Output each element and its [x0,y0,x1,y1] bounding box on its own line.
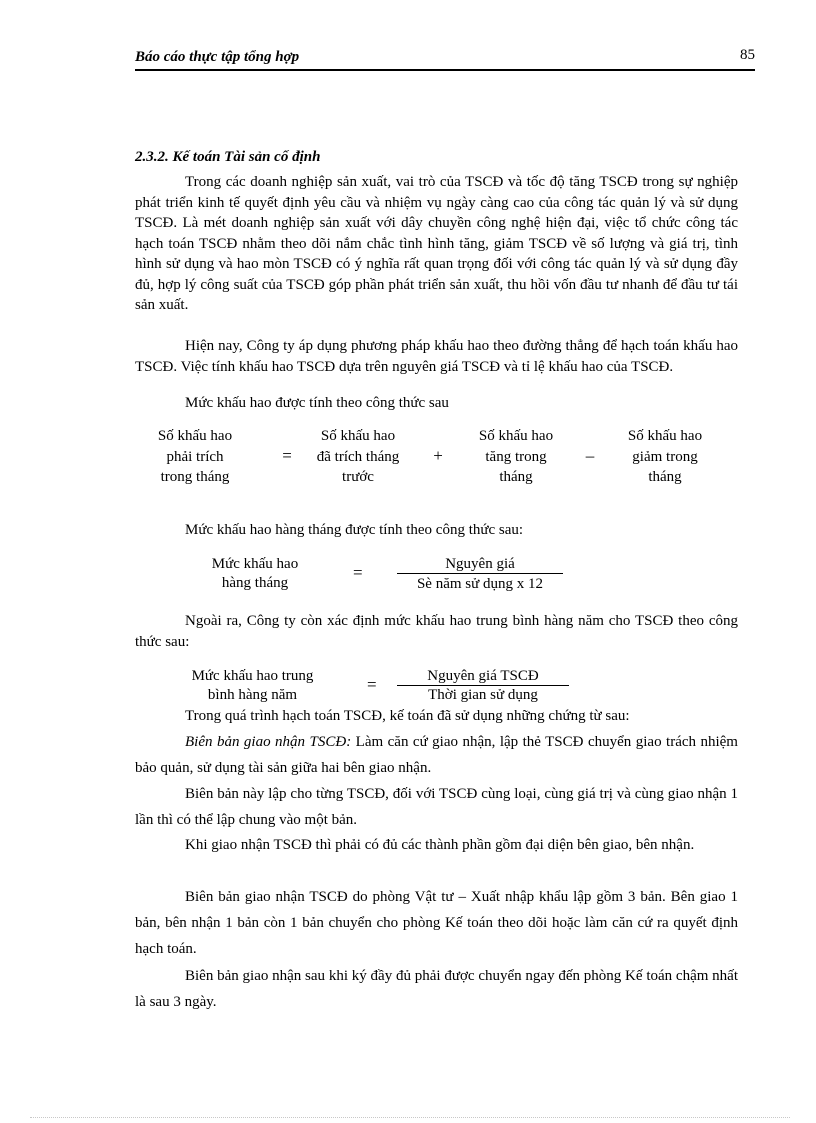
depreciation-formula [150,426,740,492]
paragraph-documents-intro: Trong quá trình hạch toán TSCĐ, kế toán đã sử dụng những chứng từ sau: [185,708,630,724]
formula-term-decrease [600,426,730,488]
term-line: tháng [648,469,682,485]
paragraph-record-deadline: Biên bản giao nhận sau khi ký đầy đủ phải được chuyển ngay đến phòng Kế toán chậm nhất là sau 3 ngày. [135,968,738,1010]
annual-depreciation-formula [185,667,580,707]
paragraph-intro: Trong các doanh nghiệp sản xuất, vai trò của TSCĐ và tốc độ tăng TSCĐ trong sự nghiệp phát triển kinh tế quyết định yêu cầu và nhiệm vụ ngày càng cao của công tác quản lý và sử dụng TSCĐ. Là mét doanh nghiệp sản xuất với dây chuyền công nghệ hiện đại, việc tổ chức công tác hạch toán TSCĐ nhằm theo dõi nắm chắc tình hình tăng, giảm TSCĐ về số lượng và giá trị, tình hình sử dụng và hao mòn TSCĐ có ý nghĩa rất quan trọng đối với công tác quản lý và sử dụng đầy đủ, hợp lý công suất của TSCĐ góp phần phát triển sản xuất, thu hồi vốn đầu tư nhanh để đầu tư tái sản xuất. [135,174,738,313]
header-rule [135,69,755,71]
formula-term-increase [451,426,581,488]
plus-sign: + [433,446,443,465]
term-line: Số khấu hao [320,428,396,444]
fraction-bar [397,573,563,574]
paragraph-formula-intro: Mức khấu hao được tính theo công thức sau [185,395,449,411]
formula-term-current [130,426,260,488]
paragraph-monthly-intro: Mức khấu hao hàng tháng được tính theo công thức sau: [185,522,524,538]
equals-sign: = [353,563,363,582]
term-line: trước [342,469,374,485]
monthly-depreciation-formula [190,555,570,597]
term-line: phải trích [166,448,224,465]
formula-numerator: Nguyên giá TSCĐ [427,668,539,684]
term-line: tháng [499,469,533,485]
lhs-line: bình hàng năm [207,687,298,703]
lhs-line: Mức khấu hao trung [191,668,314,684]
term-line: đã trích tháng [316,448,400,465]
term-line: tăng trong [485,448,547,465]
formula-lhs [190,555,320,593]
paragraph-body: Làm căn cứ giao nhận, lập thẻ TSCĐ chuyển giao trách nhiệm bảo quản, sử dụng tài sản giữa hai bên giao nhận. [135,734,738,776]
term-line: Số khấu hao [627,428,703,444]
paragraph-handover-record [135,729,738,781]
page-header [135,47,755,71]
paragraph-record-copies: Biên bản giao nhận TSCĐ do phòng Vật tư – Xuất nhập khẩu lập gồm 3 bản. Bên giao 1 bản, bên nhận 1 bản còn 1 bản chuyển cho phòng Kế toán theo dõi hoặc làm căn cứ ra quyết định hạch toán. [135,889,738,957]
formula-denominator: Thời gian sử dụng [428,687,538,703]
paragraph-method: Hiện nay, Công ty áp dụng phương pháp khấu hao theo đường thẳng để hạch toán khấu hao TSCĐ. Việc tính khấu hao TSCĐ dựa trên nguyên giá TSCĐ và tỉ lệ khấu hao của TSCĐ. [135,338,738,375]
paragraph-lead: Biên bản giao nhận TSCĐ: [185,734,352,750]
term-line: giảm trong [632,448,698,465]
lhs-line: hàng tháng [221,575,289,591]
lhs-line: Mức khấu hao [211,556,299,572]
section-heading: 2.3.2. Kế toán Tài sản cố định [135,149,321,165]
formula-lhs [185,667,320,705]
formula-denominator: Sè năm sử dụng x 12 [416,576,544,592]
equals-sign: = [282,446,292,465]
paragraph-record-parties: Khi giao nhận TSCĐ thì phải có đủ các thành phần gồm đại diện bên giao, bên nhận. [185,837,695,853]
formula-term-previous [293,426,423,488]
equals-sign: = [367,675,377,694]
page-number: 85 [740,47,755,63]
term-line: Số khấu hao [478,428,554,444]
paragraph-annual-intro: Ngoài ra, Công ty còn xác định mức khấu hao trung bình hàng năm cho TSCĐ theo công thức sau: [135,613,738,650]
term-line: trong tháng [160,469,230,485]
paragraph-record-scope: Biên bản này lập cho từng TSCĐ, đối với TSCĐ cùng loại, cùng giá trị và cùng giao nhận 1 lần thì có thể lập chung vào một bản. [135,786,738,828]
minus-sign: – [585,446,595,465]
footer-dotted-line [30,1117,790,1118]
formula-numerator: Nguyên giá [445,556,515,572]
header-title: Báo cáo thực tập tổng hợp [135,49,300,65]
term-line: Số khấu hao [157,428,233,444]
